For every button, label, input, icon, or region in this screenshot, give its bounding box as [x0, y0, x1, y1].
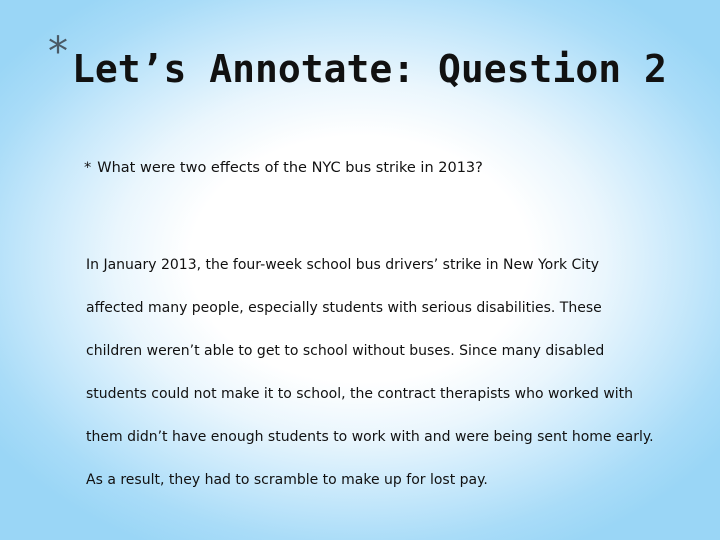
answer-line: In January 2013, the four-week school bus drivers’ strike in New York City	[86, 257, 599, 273]
asterisk-bullet-icon: *	[48, 29, 68, 75]
slide-title: Let’s Annotate: Question 2	[72, 47, 667, 91]
answer-line: them didn’t have enough students to work with and were being sent home early.	[86, 429, 654, 445]
answer-paragraph	[86, 244, 696, 502]
answer-line: children weren’t able to get to school without buses. Since many disabled	[86, 343, 605, 359]
question-marker: *	[84, 160, 92, 176]
question-bullet	[84, 160, 483, 176]
title-row	[48, 30, 667, 94]
answer-line: students could not make it to school, the contract therapists who worked with	[86, 386, 634, 402]
answer-line: As a result, they had to scramble to make up for lost pay.	[86, 472, 488, 488]
question-text: What were two effects of the NYC bus strike in 2013?	[97, 160, 483, 176]
answer-line: affected many people, especially students with serious disabilities. These	[86, 300, 602, 316]
